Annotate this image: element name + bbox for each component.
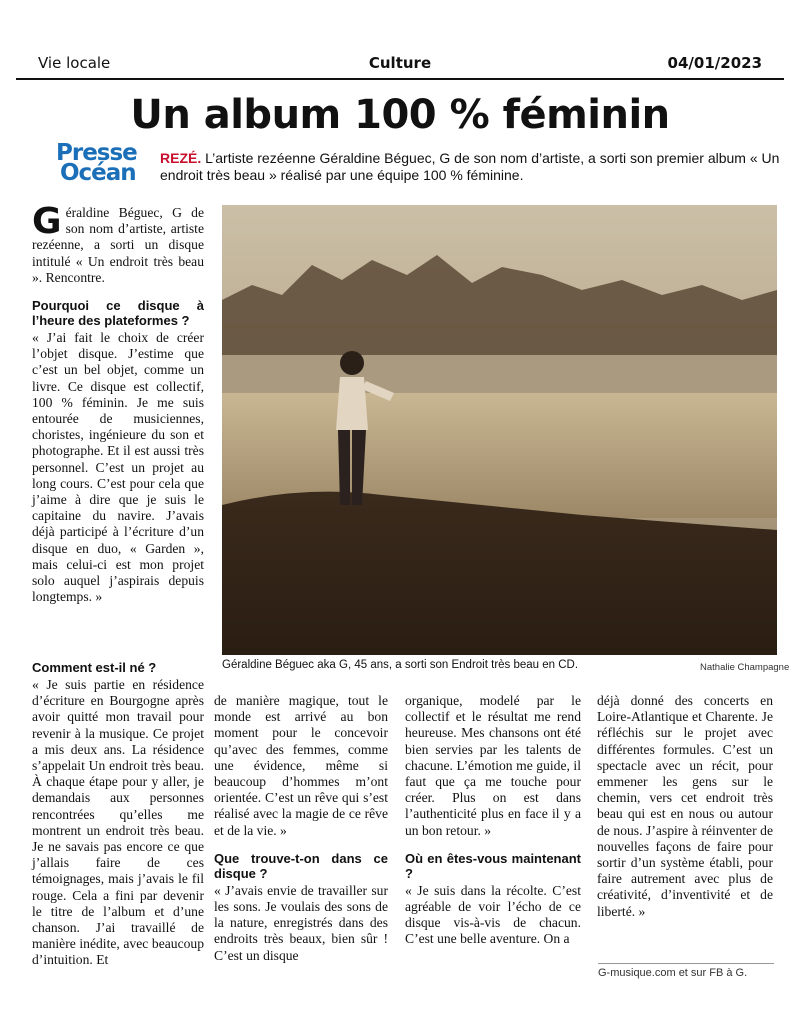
rubric-title: Culture [368,54,432,72]
column-4 [597,693,773,920]
photo-caption: Géraldine Béguec aka G, 45 ans, a sorti son Endroit très beau en CD. [222,659,579,671]
answer-paragraph: « J’ai fait le choix de créer l’objet disque. J’estime que c’est un bel objet, comme un livre. Ce disque est collectif, 100 % féminin. Je me suis entourée de musiciennes, choristes, ingénieure du son et photographe. Et il est aussi très personnel. C’est un projet au long cours. C’est pour cela que j’aime à dire que je suis le capitaine du navire. J’avais déjà participé à l’écriture d’un disque en duo, « Garden », mais celui-ci est mon projet solo auquel j’aspirais depuis longtemps. » [32,330,204,605]
lake-portrait-photo [222,205,777,655]
question-heading: Où en êtes-vous maintenant ? [405,850,581,881]
column-2 [214,693,388,964]
column-1-bottom [32,660,204,969]
intro-paragraph: Géraldine Béguec, G de son nom d’artiste, artiste rezéenne, a sorti un disque intitulé « Un endroit très beau ». Rencontre. [32,201,204,285]
answer-paragraph: déjà donné des concerts en Loire-Atlantique et Charente. Je réfléchis sur le projet avec différentes formules. C’est un spectacle avec un récit, pour emmener les gens sur le chemin, vers cet endroit très beau qui est en nous ou autour de nous. J’aspire à réinventer de nouvelles façons de faire pour sortir d’un système établi, pour faire autrement avec plus de créativité, d’inventivité et de liberté. » [597,693,773,919]
publication-date: 04/01/2023 [667,54,762,72]
article-headline: Un album 100 % féminin [130,92,670,138]
answer-paragraph: « J’avais envie de travailler sur les sons. Je voulais des sons de la nature, enregistrés dans des endroits très beaux, bien sûr ! C’est un disque [214,882,388,963]
question-heading: Que trouve-t-on dans ce disque ? [214,850,388,881]
article-lead [160,150,780,184]
presse-ocean-logo [56,140,152,186]
page-header [16,52,784,80]
answer-paragraph: « Je suis partie en résidence d’écriture en Bourgogne après avoir quitté mon travail pour revenir à la musique. Ce projet a mis deux ans. La résidence s’appelait Un endroit très beau. À chaque étape pour y aller, je demandais aux personnes rencontrées qu’elles me montrent un endroit très beau. Je ne savais pas encore ce que j’allais faire de ces témoignages, mais j’avais le fil rouge. Cela a fini par devenir le titre de l’album et d’une chanson. J’ai travaillé de manière inédite, avec beaucoup d’intuition. Et [32,677,204,968]
drop-cap: G [32,201,62,242]
location-kicker: REZÉ. [160,150,202,166]
question-heading: Comment est-il né ? [32,660,157,675]
photo-credit: Nathalie Champagne [700,662,790,673]
lead-text: L’artiste rezéenne Géraldine Béguec, G de son nom d’artiste, a sorti son premier album « Un endroit très beau » réalisé par une équipe 100 % féminine. [160,150,780,183]
answer-paragraph: de manière magique, tout le monde est arrivé au bon moment pour le concevoir qu’avec des femmes, comme une évidence, même si beaucoup d’hommes m’ont orientée. C’est un rêve qui s’est réalisé avec la magie de ce rêve et de la vie. » [214,693,388,838]
website-reference: G-musique.com et sur FB à G. [598,963,774,979]
logo-line-2: Océan [60,160,136,186]
section-label: Vie locale [38,54,111,72]
answer-paragraph: « Je suis dans la récolte. C’est agréable de voir l’écho de ce disque vis-à-vis de chacun. C’est une belle aventure. On a [405,882,581,947]
article-photo [222,205,777,655]
logo-line-1: Presse [56,140,137,166]
column-1-top [32,201,204,605]
question-heading: Pourquoi ce disque à l’heure des plateformes ? [32,298,204,329]
answer-paragraph: organique, modelé par le collectif et le résultat me rend heureuse. Mes chansons ont été bien servies par les talents de chacune. L’émotion me guide, il faut que ça me touche pour créer. Plus on est dans l’authenticité plus en face il y a un bon retour. » [405,693,581,838]
column-3 [405,693,581,948]
